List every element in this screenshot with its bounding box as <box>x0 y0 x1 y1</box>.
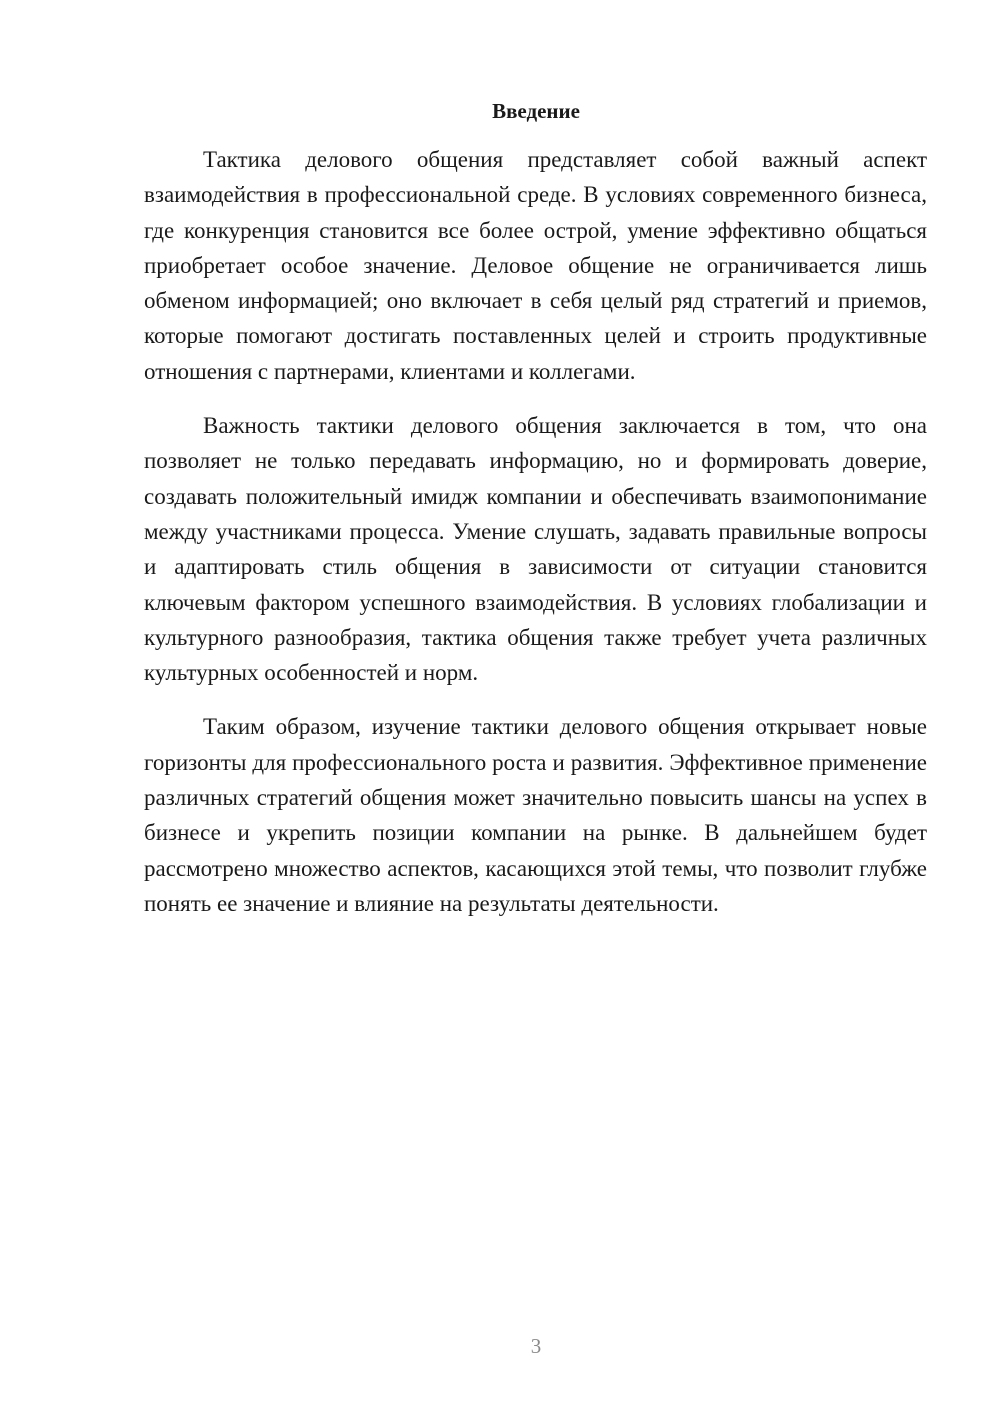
paragraph-3: Таким образом, изучение тактики делового общения открывает новые горизонты для профессионального роста и развития. Эффективное применение различных стратегий общения может значительно повысить шансы на успех в бизнесе и укрепить позиции компании на рынке. В дальнейшем будет рассмотрено множество аспектов, касающихся этой темы, что позволит глубже понять ее значение и влияние на результаты деятельности. <box>144 714 927 916</box>
paragraph-1: Тактика делового общения представляет собой важный аспект взаимодействия в профессиональной среде. В условиях современного бизнеса, где конкуренция становится все более острой, умение эффективно общаться приобретает особое значение. Деловое общение не ограничивается лишь обменом информацией; оно включает в себя целый ряд стратегий и приемов, которые помогают достигать поставленных целей и строить продуктивные отношения с партнерами, клиентами и коллегами. <box>144 147 927 384</box>
page-number: 3 <box>530 1334 542 1358</box>
paragraph-2: Важность тактики делового общения заключается в том, что она позволяет не только передавать информацию, но и формировать доверие, создавать положительный имидж компании и обеспечивать взаимопонимание между участниками процесса. Умение слушать, задавать правильные вопросы и адаптировать стиль общения в зависимости от ситуации становится ключевым фактором успешного взаимодействия. В условиях глобализации и культурного разнообразия, тактика общения также требует учета различных культурных особенностей и норм. <box>144 413 927 686</box>
body-text <box>144 142 927 940</box>
section-title: Введение <box>492 99 580 123</box>
